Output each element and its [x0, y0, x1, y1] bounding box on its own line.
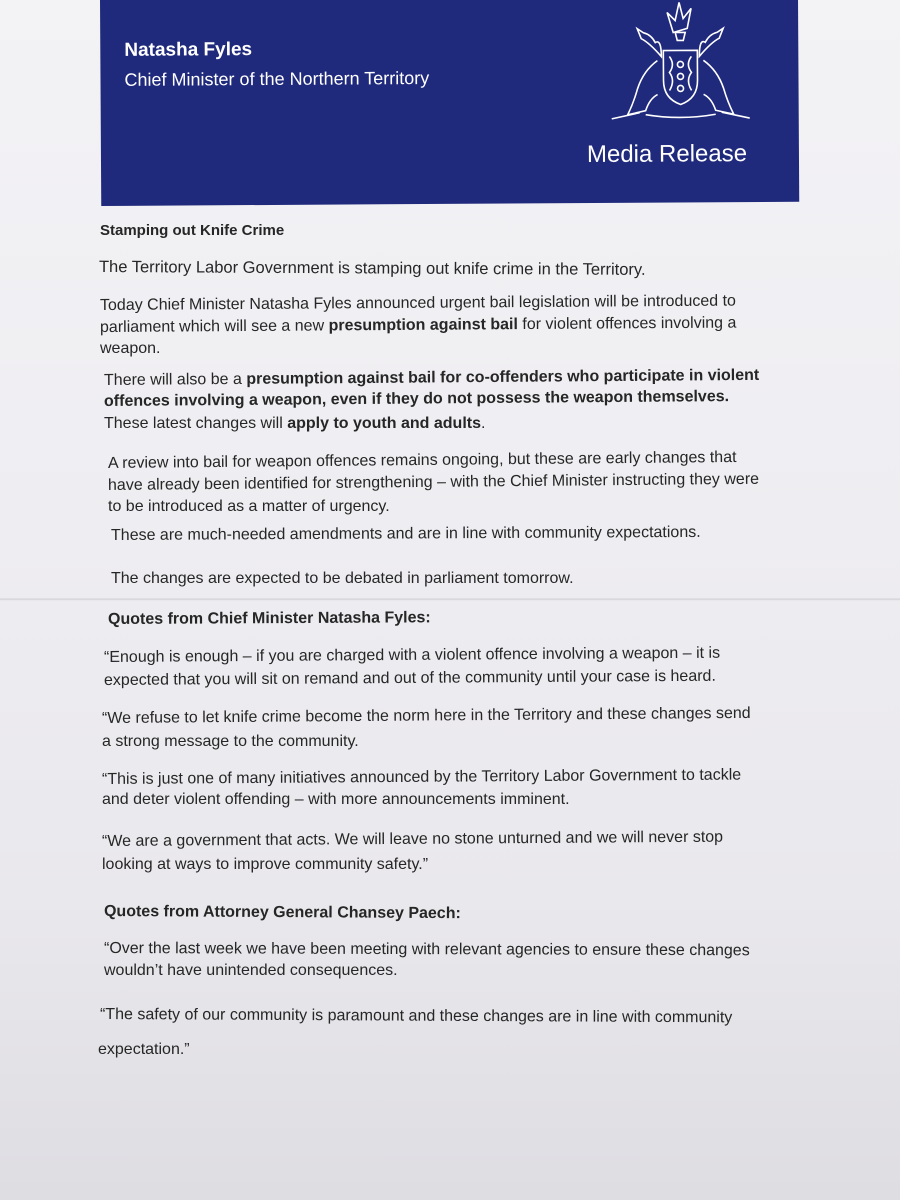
- paragraph-3-line-2: have already been identified for strengthening – with the Chief Minister instructing they were: [107, 470, 760, 494]
- cm-quote-3-line-2: and deter violent offending – with more announcements imminent.: [102, 791, 570, 808]
- bold-text-run: presumption against bail: [328, 316, 518, 335]
- paragraph-2-line-1: [104, 367, 759, 390]
- quotes-attorney-general-heading: Quotes from Attorney General Chansey Paech:: [103, 903, 461, 923]
- paragraph-4: These are much-needed amendments and are in line with community expectations.: [110, 523, 701, 544]
- cm-quote-2-line-2: a strong message to the community.: [102, 733, 359, 750]
- paragraph-2-line-3: [104, 415, 485, 433]
- ag-quote-1-line-2: wouldn’t have unintended consequences.: [104, 962, 398, 979]
- paragraph-2-line-2: offences involving a weapon, even if they do not possess the weapon themselves.: [103, 388, 730, 410]
- ag-quote-2-line-2: expectation.”: [98, 1041, 190, 1058]
- minister-role: Chief Minister of the Northern Territory: [124, 67, 430, 90]
- intro-paragraph: The Territory Labor Government is stamping out knife crime in the Territory.: [98, 258, 646, 279]
- paragraph-1-line-2: [100, 315, 737, 337]
- media-release-label: Media Release: [586, 140, 748, 169]
- bold-text-run: presumption against bail for co-offenders who participate in violent: [246, 366, 760, 388]
- release-title: Stamping out Knife Crime: [100, 222, 285, 239]
- paragraph-1-line-3: weapon.: [100, 340, 161, 357]
- paragraph-5: The changes are expected to be debated in parliament tomorrow.: [111, 570, 574, 587]
- cm-quote-3-line-1: “This is just one of many initiatives announced by the Territory Labor Government to tackle: [101, 766, 742, 788]
- bold-text-run: apply to youth and adults: [287, 415, 481, 432]
- cm-quote-4-line-1: “We are a government that acts. We will leave no stone unturned and we will never stop: [101, 828, 724, 850]
- text-run: There will also be a: [103, 370, 247, 389]
- text-run: for violent offences involving a: [517, 314, 737, 334]
- text-run: parliament which will see a new: [99, 317, 329, 336]
- minister-name: Natasha Fyles: [124, 39, 253, 61]
- paragraph-1-line-1: Today Chief Minister Natasha Fyles announced urgent bail legislation will be introduced to: [99, 292, 736, 314]
- ag-quote-1-line-1: “Over the last week we have been meeting with relevant agencies to ensure these changes: [103, 940, 750, 960]
- cm-quote-2-line-1: “We refuse to let knife crime become the norm here in the Territory and these changes send: [101, 704, 751, 727]
- ag-quote-2-line-1: “The safety of our community is paramount and these changes are in line with community: [99, 1006, 733, 1027]
- cm-quote-1-line-2: expected that you will sit on remand and out of the community until your case is heard.: [103, 667, 716, 689]
- cm-quote-1-line-1: “Enough is enough – if you are charged with a violent offence involving a weapon – it is: [103, 644, 721, 666]
- text-run: .: [480, 415, 486, 432]
- cm-quote-4-line-2: looking at ways to improve community safety.”: [102, 856, 429, 873]
- quotes-chief-minister-heading: Quotes from Chief Minister Natasha Fyles:: [107, 609, 431, 628]
- paragraph-3-line-3: to be introduced as a matter of urgency.: [108, 498, 390, 515]
- text-run: These latest changes will: [104, 415, 288, 432]
- paragraph-3-line-1: A review into bail for weapon offences remains ongoing, but these are early changes that: [107, 448, 737, 472]
